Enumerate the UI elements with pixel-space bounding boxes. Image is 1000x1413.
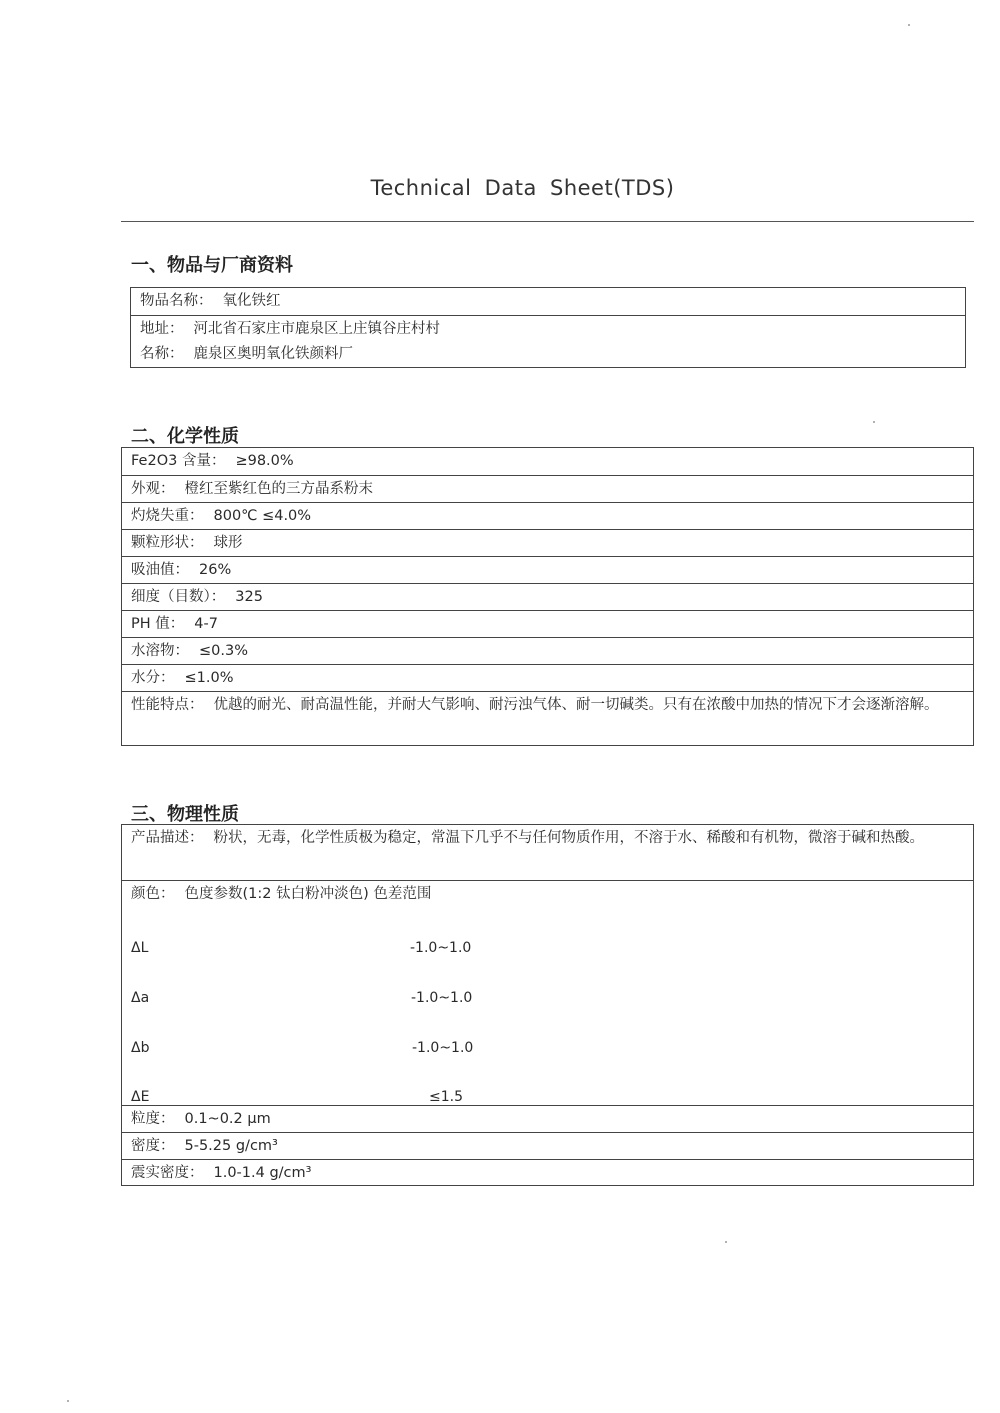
fe2o3-content-value: ≥98.0% bbox=[235, 453, 294, 469]
fe2o3-content-label: Fe2O3 含量： bbox=[131, 453, 226, 469]
moisture-row bbox=[122, 664, 973, 691]
density-label: 密度： bbox=[131, 1138, 175, 1154]
color-param-header: 色度参数(1:2 钛白粉冲淡色) 色差范围 bbox=[184, 886, 432, 902]
particle-shape-label: 颗粒形状： bbox=[131, 535, 204, 551]
section1-heading: 一、物品与厂商资料 bbox=[131, 255, 293, 276]
delta-l-label: ΔL bbox=[131, 940, 149, 956]
appearance-value: 橙红至紫红色的三方晶系粉末 bbox=[184, 481, 373, 497]
ph-row bbox=[122, 610, 973, 637]
color-header bbox=[131, 881, 431, 907]
delta-a-range: -1.0~1.0 bbox=[411, 990, 473, 1006]
scan-speck bbox=[908, 24, 910, 26]
tap-density-value: 1.0-1.4 g/cm³ bbox=[213, 1165, 312, 1181]
company-value: 鹿泉区奥明氧化铁颜料厂 bbox=[193, 346, 353, 362]
water-soluble-label: 水溶物： bbox=[131, 643, 189, 659]
product-vendor-table bbox=[130, 287, 966, 368]
moisture-value: ≤1.0% bbox=[184, 670, 234, 686]
product-name-value: 氧化铁红 bbox=[222, 293, 281, 309]
section3-heading: 三、物理性质 bbox=[131, 804, 239, 825]
company-label: 名称： bbox=[140, 346, 184, 362]
moisture-label: 水分： bbox=[131, 670, 175, 686]
fineness-label: 细度（目数）： bbox=[131, 589, 226, 605]
document-title: Technical Data Sheet(TDS) bbox=[370, 176, 675, 200]
features-row bbox=[122, 691, 973, 746]
features-label: 性能特点： bbox=[131, 697, 204, 713]
particle-shape-row bbox=[122, 529, 973, 556]
oil-absorption-label: 吸油值： bbox=[131, 562, 189, 578]
scan-speck bbox=[67, 1400, 69, 1402]
color-label: 颜色： bbox=[131, 886, 175, 902]
fe2o3-content-row bbox=[122, 448, 973, 475]
product-name-label: 物品名称： bbox=[140, 293, 213, 309]
delta-e-range: ≤1.5 bbox=[429, 1089, 463, 1105]
ph-label: PH 值： bbox=[131, 616, 185, 632]
water-soluble-row bbox=[122, 637, 973, 664]
particle-shape-value: 球形 bbox=[213, 535, 243, 551]
chemical-properties-table bbox=[121, 447, 974, 746]
description-row bbox=[122, 825, 973, 880]
oil-absorption-value: 26% bbox=[199, 562, 232, 578]
appearance-label: 外观： bbox=[131, 481, 175, 497]
fineness-value: 325 bbox=[235, 589, 263, 605]
tap-density-row bbox=[122, 1159, 973, 1185]
delta-a-label: Δa bbox=[131, 990, 150, 1006]
particle-size-row bbox=[122, 1105, 973, 1132]
ph-value: 4-7 bbox=[194, 616, 218, 632]
tap-density-label: 震实密度： bbox=[131, 1165, 204, 1181]
color-row bbox=[122, 880, 973, 1105]
features-value: 优越的耐光、耐高温性能，并耐大气影响、耐污浊气体、耐一切碱类。只有在浓酸中加热的情况下才会逐渐溶解。 bbox=[213, 697, 939, 713]
delta-e-label: ΔE bbox=[131, 1089, 150, 1105]
company-row bbox=[131, 341, 965, 367]
ignition-loss-label: 灼烧失重： bbox=[131, 508, 204, 524]
appearance-row bbox=[122, 475, 973, 502]
water-soluble-value: ≤0.3% bbox=[199, 643, 248, 659]
physical-properties-table bbox=[121, 824, 974, 1186]
address-value: 河北省石家庄市鹿泉区上庄镇谷庄村村 bbox=[193, 321, 440, 337]
product-name-row bbox=[131, 288, 965, 315]
delta-b-label: Δb bbox=[131, 1040, 150, 1056]
address-row bbox=[131, 315, 965, 341]
particle-size-value: 0.1~0.2 μm bbox=[184, 1111, 271, 1127]
fineness-row bbox=[122, 583, 973, 610]
scan-speck bbox=[725, 1241, 727, 1243]
delta-b-range: -1.0~1.0 bbox=[412, 1040, 474, 1056]
address-label: 地址： bbox=[140, 321, 184, 337]
delta-l-range: -1.0~1.0 bbox=[410, 940, 472, 956]
scan-speck bbox=[873, 421, 875, 423]
title-divider bbox=[121, 221, 974, 222]
density-value: 5-5.25 g/cm³ bbox=[184, 1138, 278, 1154]
ignition-loss-value: 800℃ ≤4.0% bbox=[213, 508, 312, 524]
section2-heading: 二、化学性质 bbox=[131, 426, 239, 447]
density-row bbox=[122, 1132, 973, 1159]
ignition-loss-row bbox=[122, 502, 973, 529]
description-label: 产品描述： bbox=[131, 830, 204, 846]
description-value: 粉状，无毒，化学性质极为稳定，常温下几乎不与任何物质作用，不溶于水、稀酸和有机物，微溶于碱和热酸。 bbox=[213, 830, 924, 846]
particle-size-label: 粒度： bbox=[131, 1111, 175, 1127]
oil-absorption-row bbox=[122, 556, 973, 583]
